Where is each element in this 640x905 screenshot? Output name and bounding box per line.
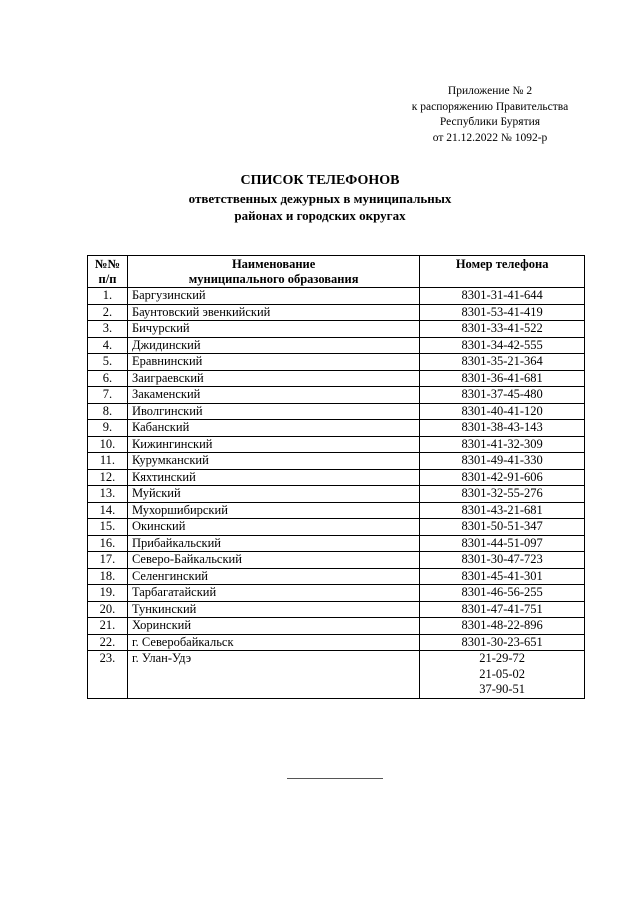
header-name xyxy=(127,256,419,288)
appendix-block xyxy=(380,84,600,146)
row-number: 11. xyxy=(88,453,128,470)
row-phone: 8301-43-21-681 xyxy=(420,502,585,519)
row-phone: 8301-49-41-330 xyxy=(420,453,585,470)
row-number: 4. xyxy=(88,337,128,354)
row-phone: 8301-48-22-896 xyxy=(420,618,585,635)
table-row xyxy=(88,370,585,387)
row-name: Закаменский xyxy=(127,387,419,404)
appendix-line: к распоряжению Правительства xyxy=(411,100,569,113)
table-header-row xyxy=(88,256,585,288)
row-name: Баунтовский эвенкийский xyxy=(127,304,419,321)
table-row xyxy=(88,354,585,371)
row-number: 20. xyxy=(88,601,128,618)
header-number-line: №№ xyxy=(94,257,121,271)
row-phone: 8301-45-41-301 xyxy=(420,568,585,585)
row-name: Тарбагатайский xyxy=(127,585,419,602)
row-name: Бичурский xyxy=(127,321,419,338)
row-name: г. Улан-Удэ xyxy=(127,651,419,699)
table-row xyxy=(88,420,585,437)
row-phone: 8301-50-51-347 xyxy=(420,519,585,536)
row-name: Курумканский xyxy=(127,453,419,470)
row-name: Иволгинский xyxy=(127,403,419,420)
row-phone: 8301-53-41-419 xyxy=(420,304,585,321)
row-name: Муйский xyxy=(127,486,419,503)
appendix-line: Республики Бурятия xyxy=(439,116,541,128)
table-row xyxy=(88,535,585,552)
header-number-line: п/п xyxy=(98,272,117,286)
row-phone: 21-29-72 xyxy=(479,651,526,665)
row-phone: 8301-32-55-276 xyxy=(420,486,585,503)
table-row xyxy=(88,469,585,486)
row-phone: 8301-41-32-309 xyxy=(420,436,585,453)
table-row xyxy=(88,634,585,651)
header-number xyxy=(88,256,128,288)
row-number: 19. xyxy=(88,585,128,602)
row-name: Еравнинский xyxy=(127,354,419,371)
row-phone: 37-90-51 xyxy=(479,682,526,696)
row-number: 1. xyxy=(88,288,128,305)
row-phone: 8301-36-41-681 xyxy=(420,370,585,387)
document-title xyxy=(0,172,640,224)
row-phone: 8301-44-51-097 xyxy=(420,535,585,552)
row-name: Мухоршибирский xyxy=(127,502,419,519)
title-subtitle-line: районах и городских округах xyxy=(234,208,406,223)
row-name: Заиграевский xyxy=(127,370,419,387)
row-number: 21. xyxy=(88,618,128,635)
row-name: Северо-Байкальский xyxy=(127,552,419,569)
row-number: 22. xyxy=(88,634,128,651)
row-name: Джидинский xyxy=(127,337,419,354)
row-name: Прибайкальский xyxy=(127,535,419,552)
row-name: Тункинский xyxy=(127,601,419,618)
table-row xyxy=(88,568,585,585)
row-name: Селенгинский xyxy=(127,568,419,585)
table-row xyxy=(88,321,585,338)
row-number: 14. xyxy=(88,502,128,519)
row-phone: 8301-30-47-723 xyxy=(420,552,585,569)
table-row xyxy=(88,436,585,453)
row-name: Окинский xyxy=(127,519,419,536)
table-row xyxy=(88,453,585,470)
row-phone: 8301-37-45-480 xyxy=(420,387,585,404)
row-phone: 8301-34-42-555 xyxy=(420,337,585,354)
table-row xyxy=(88,304,585,321)
table-row xyxy=(88,618,585,635)
table-row xyxy=(88,601,585,618)
row-phone: 8301-46-56-255 xyxy=(420,585,585,602)
row-phone: 8301-38-43-143 xyxy=(420,420,585,437)
row-phone: 8301-40-41-120 xyxy=(420,403,585,420)
row-number: 6. xyxy=(88,370,128,387)
row-number: 3. xyxy=(88,321,128,338)
title-main: СПИСОК ТЕЛЕФОНОВ xyxy=(240,173,400,188)
row-name: Баргузинский xyxy=(127,288,419,305)
row-number: 2. xyxy=(88,304,128,321)
row-number: 8. xyxy=(88,403,128,420)
row-name: г. Северобайкальск xyxy=(127,634,419,651)
row-number: 5. xyxy=(88,354,128,371)
table-row xyxy=(88,651,585,699)
row-number: 23. xyxy=(88,651,128,699)
row-number: 16. xyxy=(88,535,128,552)
row-name: Кабанский xyxy=(127,420,419,437)
table-row xyxy=(88,387,585,404)
row-number: 10. xyxy=(88,436,128,453)
row-phone: 8301-31-41-644 xyxy=(420,288,585,305)
row-number: 15. xyxy=(88,519,128,536)
row-number: 18. xyxy=(88,568,128,585)
row-name: Кяхтинский xyxy=(127,469,419,486)
title-subtitle-line: ответственных дежурных в муниципальных xyxy=(188,191,452,206)
row-name: Хоринский xyxy=(127,618,419,635)
table-row xyxy=(88,585,585,602)
header-name-line: Наименование xyxy=(231,257,316,271)
header-phone: Номер телефона xyxy=(420,256,585,288)
row-phone: 8301-30-23-651 xyxy=(420,634,585,651)
row-number: 9. xyxy=(88,420,128,437)
row-name: Кижингинский xyxy=(127,436,419,453)
row-phone: 8301-35-21-364 xyxy=(420,354,585,371)
row-phone: 8301-42-91-606 xyxy=(420,469,585,486)
row-phone: 21-05-02 xyxy=(479,666,526,681)
row-number: 17. xyxy=(88,552,128,569)
bottom-divider xyxy=(287,778,383,779)
table-row xyxy=(88,288,585,305)
table-row xyxy=(88,486,585,503)
row-number: 7. xyxy=(88,387,128,404)
appendix-line: Приложение № 2 xyxy=(447,85,533,97)
table-row xyxy=(88,502,585,519)
appendix-line: от 21.12.2022 № 1092-р xyxy=(432,131,548,144)
phone-table xyxy=(87,255,585,699)
row-phone: 8301-47-41-751 xyxy=(420,601,585,618)
row-number: 12. xyxy=(88,469,128,486)
row-number: 13. xyxy=(88,486,128,503)
row-phone: 8301-33-41-522 xyxy=(420,321,585,338)
table-row xyxy=(88,519,585,536)
header-name-line: муниципального образования xyxy=(188,272,359,286)
table-row xyxy=(88,552,585,569)
row-phone-list xyxy=(420,651,585,699)
table-row xyxy=(88,403,585,420)
table-row xyxy=(88,337,585,354)
